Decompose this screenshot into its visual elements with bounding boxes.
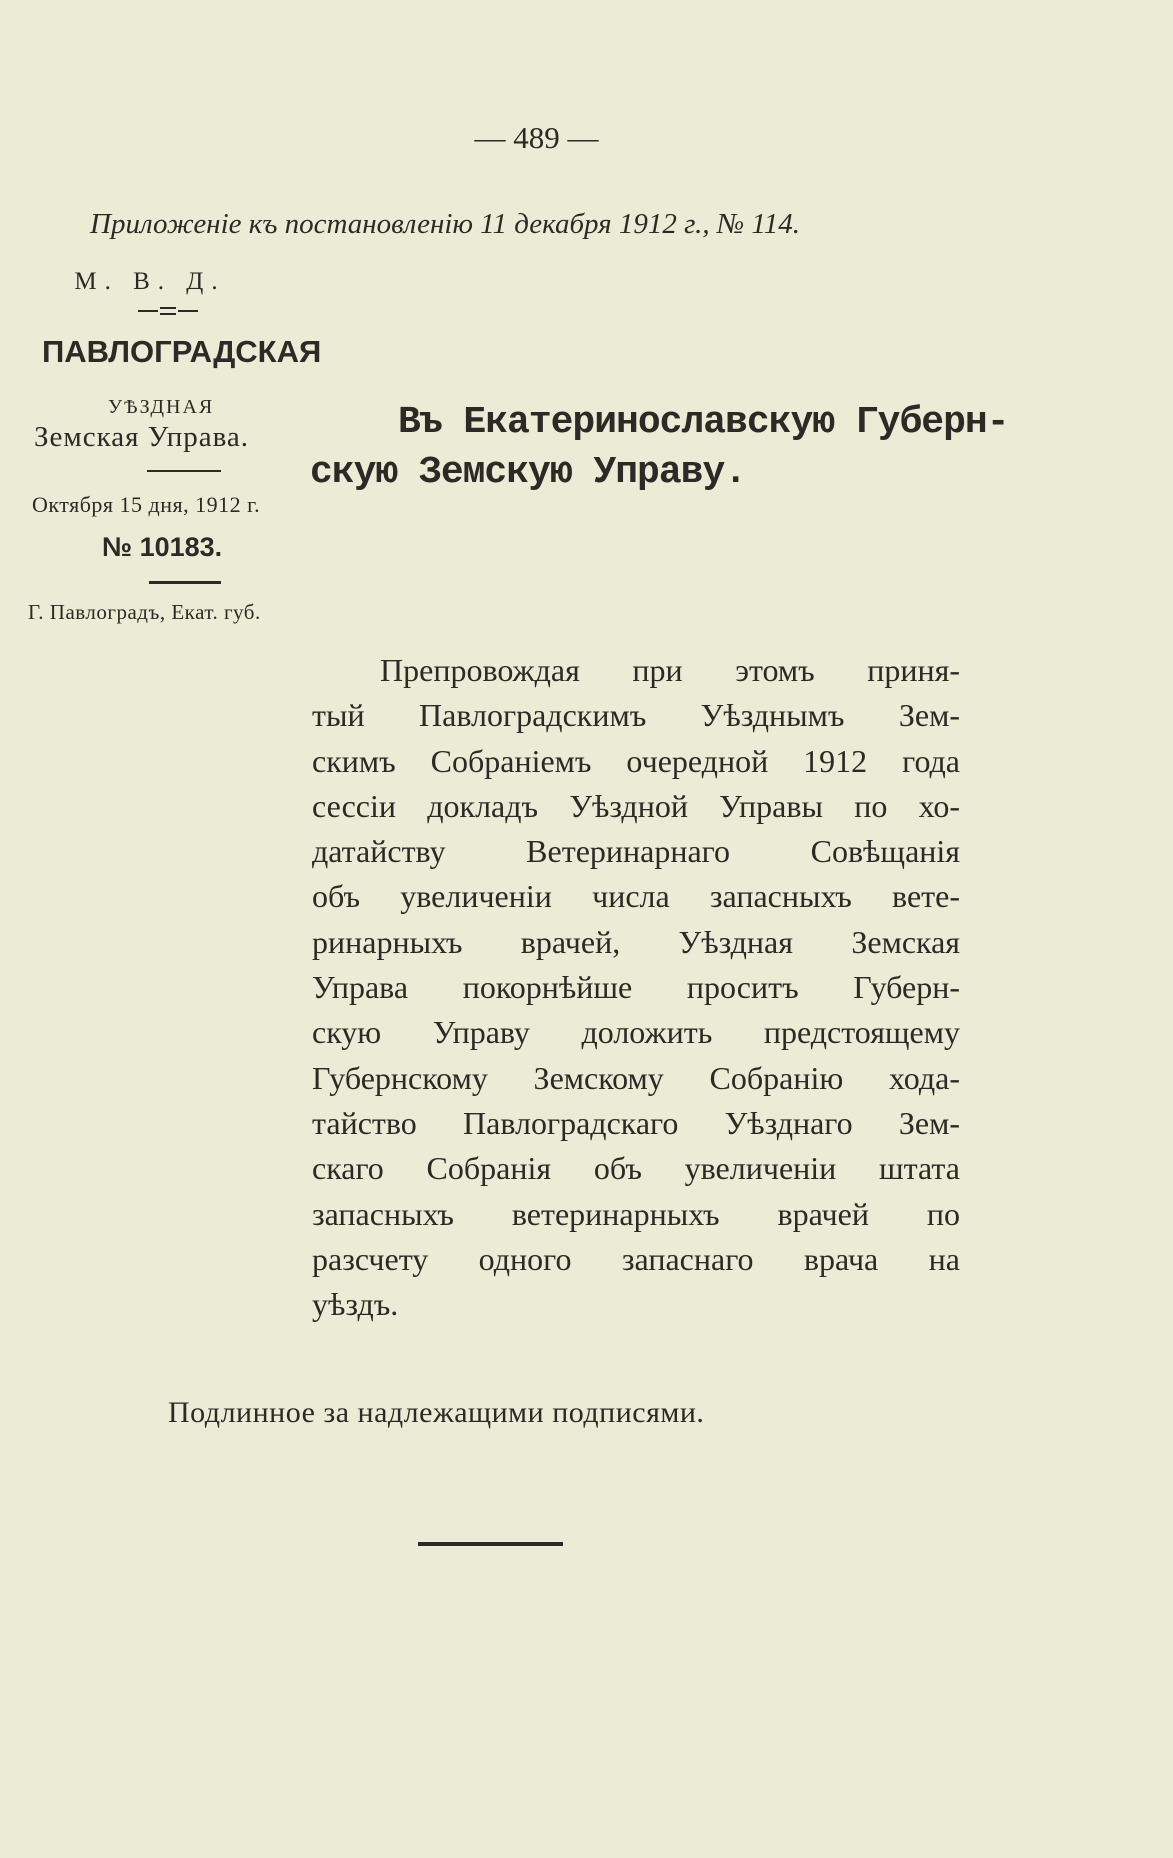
end-rule [418,1542,563,1546]
appendix-reference: Приложеніе къ постановленію 11 декабря 1912 г., № 114. [90,208,801,240]
body-line: скаго Собранія объ увеличеніи штата [312,1150,960,1187]
body-line: скую Управу доложить предстоящему [312,1014,960,1051]
body-line: тайство Павлоградскаго Уѣзднаго Зем- [312,1104,960,1141]
closing-note: Подлинное за надлежащими подписями. [168,1396,705,1429]
divider-rule-bold [149,581,221,584]
divider-ornament [138,304,198,318]
org-name-line1: ПАВЛОГРАДСКАЯ [42,334,322,369]
city-line: Г. Павлоградъ, Екат. губ. [28,600,261,624]
body-line: Губернскому Земскому Собранію хода- [312,1059,960,1096]
body-line: скимъ Собраніемъ очередной 1912 года [312,742,960,779]
body-line: объ увеличеніи числа запасныхъ вете- [312,878,960,915]
body-line: разсчету одного запаснаго врача на [312,1240,960,1277]
body-line: датайству Ветеринарнаго Совѣщанія [312,833,960,870]
addressee-line2: скую Земскую Управу. [310,451,747,494]
page-number: — 489 — [474,120,599,155]
addressee [310,398,1010,498]
document-date: Октября 15 дня, 1912 г. [32,492,261,517]
body-line: ринарныхъ врачей, Уѣздная Земская [312,923,960,960]
addressee-line1: Въ Екатеринославскую Губерн- [398,401,1009,444]
ministry-abbreviation: М. В. Д. [74,268,226,295]
divider-rule [147,470,221,472]
body-line: Управа покорнѣйше проситъ Губерн- [312,969,960,1006]
body-line: Препровождая при этомъ приня- [380,652,960,688]
letterhead-block [20,268,320,625]
body-line: запасныхъ ветеринарныхъ врачей по [312,1195,960,1232]
body-line: уѣздъ. [312,1286,399,1323]
org-name-line2: УѢЗДНАЯ [108,396,215,418]
document-number: № 10183. [102,532,223,562]
letter-body [312,648,960,1327]
org-name-line3: Земская Управа. [34,421,250,453]
body-line: сессіи докладъ Уѣздной Управы по хо- [312,787,960,824]
body-line: тый Павлоградскимъ Уѣзднымъ Зем- [312,697,960,734]
